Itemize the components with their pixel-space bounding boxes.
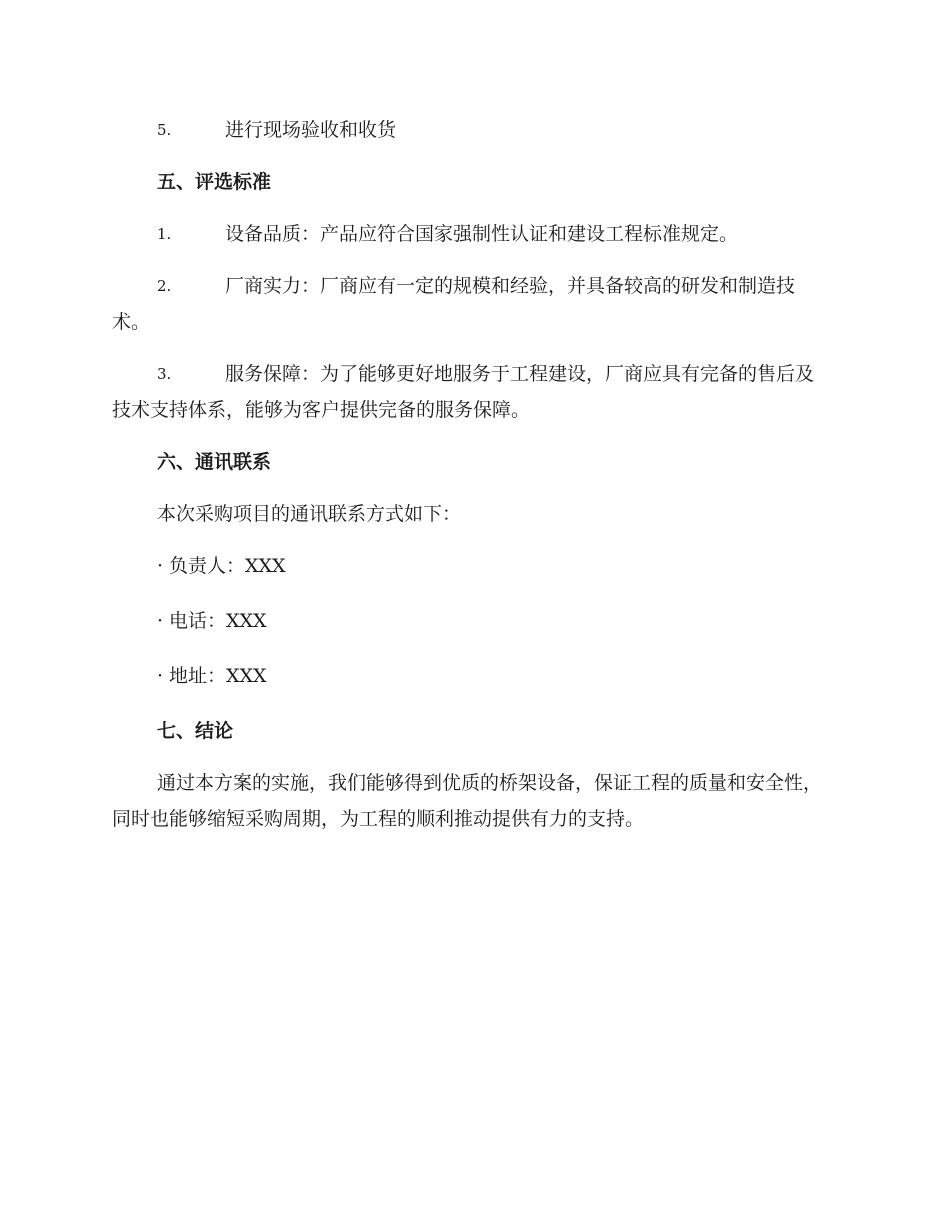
list-item-step-5 [112, 112, 832, 148]
contact-item-phone [112, 603, 832, 639]
list-number: 3. [157, 365, 172, 383]
criteria-item-service [112, 356, 832, 428]
criteria-item-quality [112, 216, 832, 252]
list-number: 2. [157, 277, 172, 295]
list-number: 5. [157, 121, 172, 139]
contact-item-address [112, 658, 832, 694]
list-item-text: 进行现场验收和收货 [225, 119, 397, 141]
contact-text: 地址：XXX [169, 665, 267, 687]
conclusion-paragraph: 通过本方案的实施，我们能够得到优质的桥架设备，保证工程的质量和安全性，同时也能够缩短采购周期，为工程的顺利推动提供有力的支持。 [112, 772, 823, 830]
bullet-marker: · [157, 610, 164, 632]
document-page [112, 112, 832, 853]
section-heading-contact: 六、通讯联系 [157, 451, 272, 473]
section-heading-conclusion: 七、结论 [157, 720, 234, 742]
list-item-text: 厂商实力：厂商应有一定的规模和经验，并具备较高的研发和制造技术。 [112, 275, 796, 333]
contact-text: 负责人：XXX [169, 555, 286, 577]
criteria-item-strength [112, 268, 832, 340]
list-item-text: 服务保障：为了能够更好地服务于工程建设，厂商应具有完备的售后及技术支持体系，能够为客户提供完备的服务保障。 [112, 363, 815, 421]
contact-intro: 本次采购项目的通讯联系方式如下： [157, 503, 462, 525]
contact-item-person [112, 548, 832, 584]
section-heading-criteria: 五、评选标准 [157, 171, 272, 193]
list-item-text: 设备品质：产品应符合国家强制性认证和建设工程标准规定。 [225, 223, 739, 245]
contact-text: 电话：XXX [169, 610, 267, 632]
bullet-marker: · [157, 665, 164, 687]
list-number: 1. [157, 225, 172, 243]
bullet-marker: · [157, 555, 164, 577]
